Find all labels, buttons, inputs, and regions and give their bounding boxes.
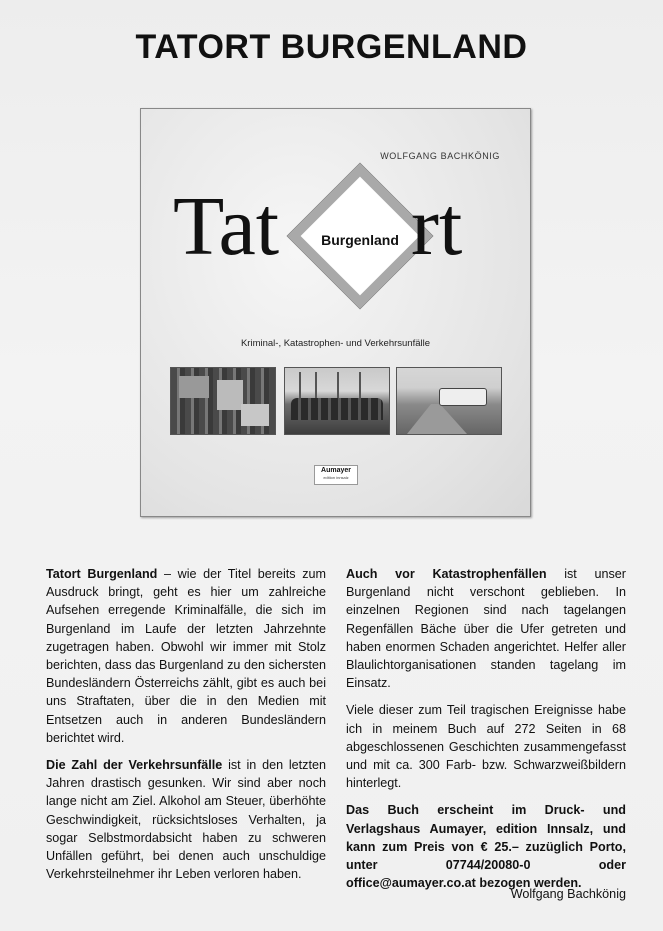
cover-photo-bus-accident: [396, 367, 502, 435]
cover-diamond-label: Burgenland: [321, 232, 399, 248]
cover-title-right: rt: [411, 180, 463, 273]
cover-photo-evidence: [170, 367, 276, 435]
book-cover-image: [140, 108, 531, 517]
paragraph-lead: Auch vor Katastrophenfällen: [346, 567, 547, 581]
cover-photo-flood-crowd: [284, 367, 390, 435]
paragraph-book-details: Viele dieser zum Teil tragischen Ereignisse habe ich in meinem Buch auf 272 Seiten in 68 abgeschlossenen Geschichten zusammengefasst und mit ca. 300 Farb- bzw. Schwarzweißbildern hinterlegt.: [346, 703, 626, 791]
paragraph-lead: Tatort Burgenland: [46, 567, 158, 581]
author-signature: Wolfgang Bachkönig: [510, 887, 626, 901]
cover-subtitle: Kriminal-, Katastrophen- und Verkehrsunfälle: [240, 338, 431, 349]
paragraph-crime: [46, 565, 326, 747]
right-text-column: [346, 565, 626, 901]
cover-title-left: Tat: [173, 180, 280, 273]
paragraph-ordering-info: Das Buch erscheint im Druck- und Verlagshaus Aumayer, edition Innsalz, und kann zum Preis von € 25.– zuzüglich Porto, unter 07744/20080-0 oder office@aumayer.co.at bezogen werden.: [346, 803, 626, 891]
left-text-column: [46, 565, 326, 892]
publisher-sub: edition innsalz: [323, 475, 349, 480]
cover-author: WOLFGANG BACHKÖNIG: [380, 151, 500, 161]
paragraph-text: – wie der Titel bereits zum Ausdruck bringt, geht es hier um zahlreiche Aufsehen erregende Kriminalfälle, die sich im Burgenland im Laufe der letzten Jahrzehnte zugetragen haben. Obwohl wir immer mit Stolz berichten, dass das Burgenland zu den sichersten Bundesländern Österreichs zählt, gibt es auch bei uns Straftaten, über die in den Medien mit Entsetzen auch in anderen Bundesländern berichtet wird.: [46, 567, 326, 745]
publisher-name: Aumayer: [321, 467, 351, 474]
cover-title: [141, 171, 530, 291]
publisher-logo: [314, 465, 358, 485]
paragraph-text: ist unser Burgenland nicht verschont geblieben. In einzelnen Regionen sind nach tagelangen Regenfällen Bäche über die Ufer getreten und haben enormen Schaden angerichtet. Helfer aller Blaulichtorganisationen standen tagelang im Einsatz.: [346, 567, 626, 691]
paragraph-lead: Die Zahl der Verkehrsunfälle: [46, 758, 223, 773]
paragraph-text: ist in den letzten Jahren drastisch gesunken. Wir sind aber noch lange nicht am Ziel. Alkohol am Steuer, überhöhte Geschwindigkeit, rücksichtsloses Verhalten, ja sogar Selbstmordabsicht haben zu schweren Unfällen geführt, bei denen auch unschuldige Verkehrsteilnehmer ihr Leben verloren haben.: [46, 758, 326, 882]
paragraph-traffic: [46, 756, 326, 883]
page-title: TATORT BURGENLAND: [135, 28, 528, 66]
paragraph-disasters: [346, 565, 626, 692]
